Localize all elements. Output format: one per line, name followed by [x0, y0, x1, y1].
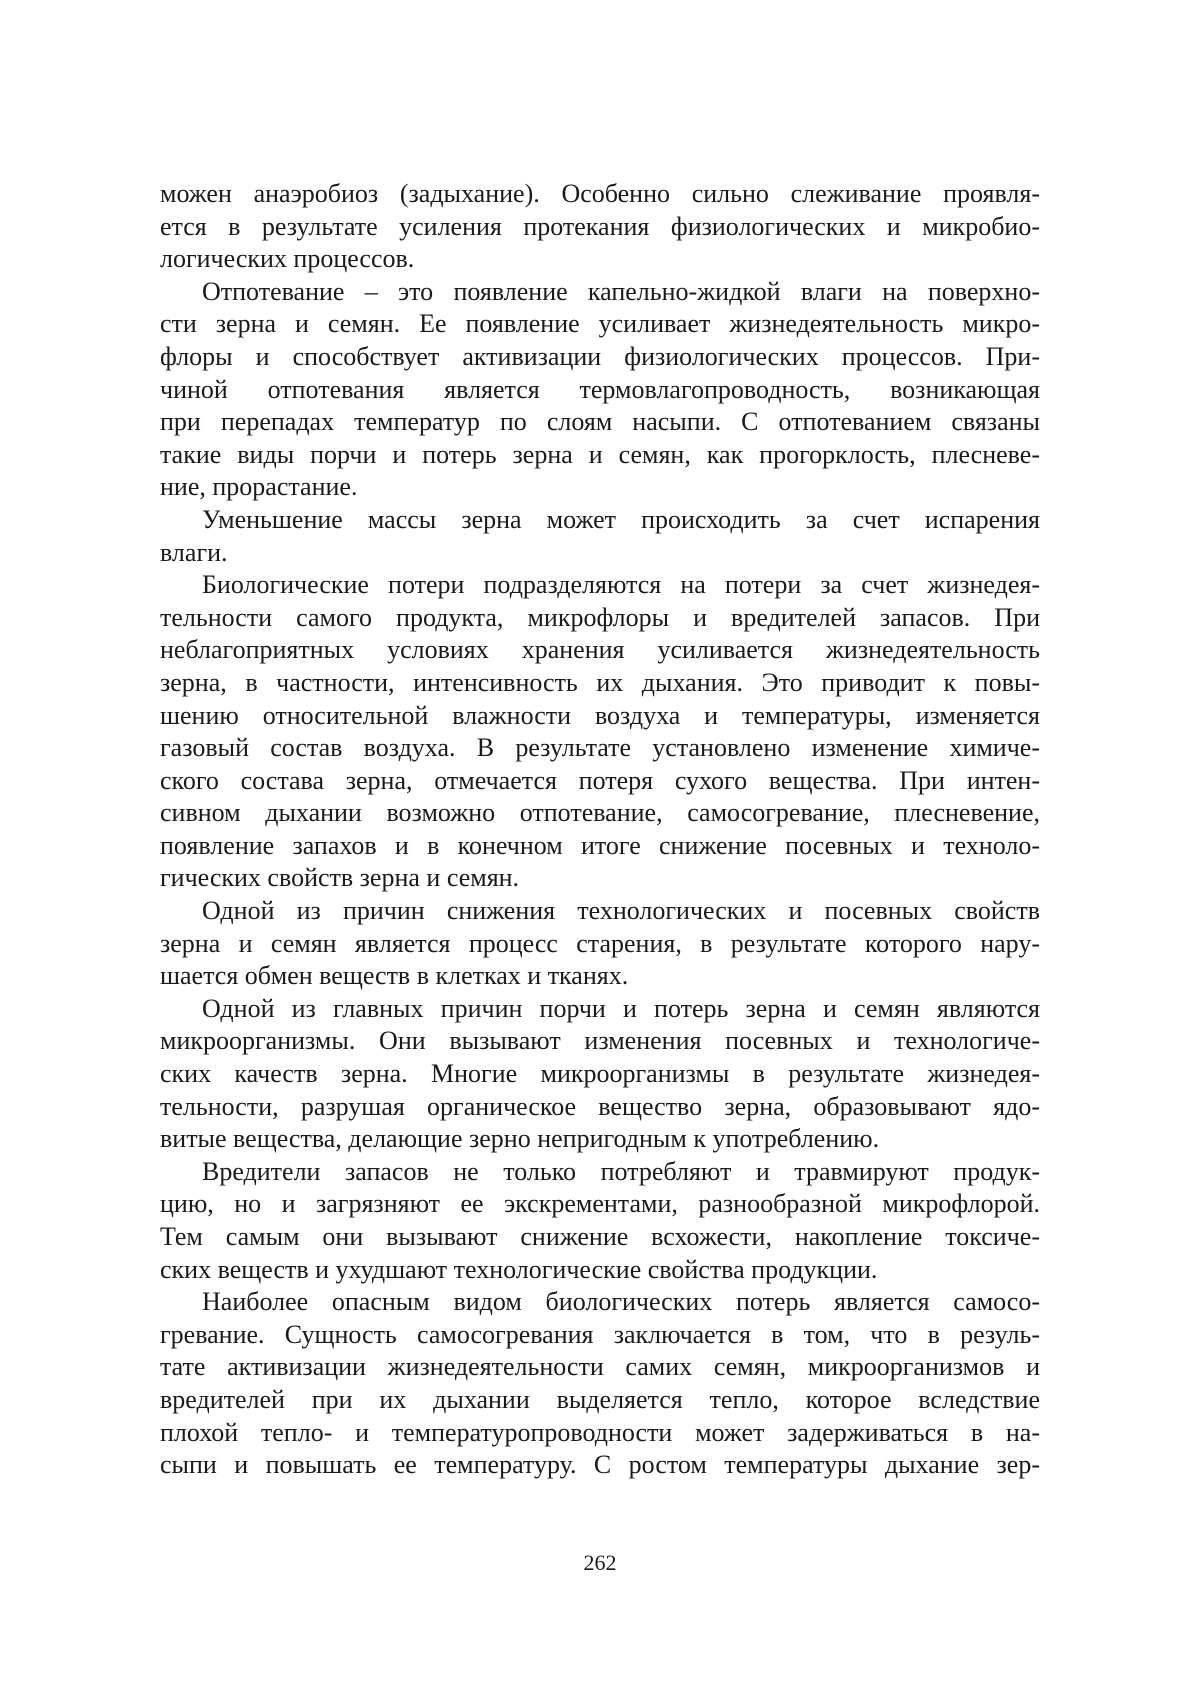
paragraph [160, 895, 1040, 993]
text-line: сивном дыхании возможно отпотевание, самосогревание, плесневение, [160, 798, 1040, 828]
text-line: Отпотевание – это появление капельно-жидкой влаги на поверхно- [202, 276, 1040, 306]
text-line: ского состава зерна, отмечается потеря сухого вещества. При интен- [160, 765, 1040, 795]
paragraph [160, 504, 1040, 569]
text-line: зерна и семян является процесс старения, в результате которого нару- [160, 928, 1040, 958]
text-line: Одной из причин снижения технологических и посевных свойств [202, 896, 1040, 926]
text-line: газовый состав воздуха. В результате установлено изменение химиче- [160, 733, 1040, 763]
text-line: тельности, разрушая органическое вещество зерна, образовывают ядо- [160, 1091, 1040, 1121]
text-line: зерна, в частности, интенсивность их дыхания. Это приводит к повы- [160, 667, 1040, 697]
text-line: сти зерна и семян. Ее появление усиливает жизнедеятельность микро- [160, 309, 1040, 339]
text-line: гревание. Сущность самосогревания заключается в том, что в резуль- [160, 1319, 1040, 1349]
text-line: влаги. [160, 537, 228, 567]
paragraph [160, 993, 1040, 1156]
text-line: ние, прорастание. [160, 472, 358, 502]
text-line: чиной отпотевания является термовлагопроводность, возникающая [160, 374, 1040, 404]
text-line: неблагоприятных условиях хранения усиливается жизнедеятельность [160, 635, 1040, 665]
text-line: логических процессов. [160, 244, 415, 274]
paragraph [160, 178, 1040, 276]
text-line: ских качеств зерна. Многие микроорганизмы в результате жизнедея- [160, 1059, 1040, 1089]
text-line: Вредители запасов не только потребляют и травмируют продук- [202, 1156, 1040, 1186]
text-line: появление запахов и в конечном итоге снижение посевных и техноло- [160, 830, 1040, 860]
text-line: такие виды порчи и потерь зерна и семян, как прогорклость, плесневе- [160, 439, 1040, 469]
text-line: Наиболее опасным видом биологических потерь является самосо- [202, 1287, 1040, 1317]
text-line: флоры и способствует активизации физиологических процессов. При- [160, 341, 1040, 371]
text-line: тате активизации жизнедеятельности самих семян, микроорганизмов и [160, 1352, 1040, 1382]
text-line: Биологические потери подразделяются на потери за счет жизнедея- [202, 570, 1040, 600]
text-line: витые вещества, делающие зерно непригодным к употреблению. [160, 1124, 880, 1154]
text-line: ских веществ и ухудшают технологические свойства продукции. [160, 1254, 878, 1284]
paragraph [160, 569, 1040, 895]
text-line: вредителей при их дыхании выделяется тепло, которое вследствие [160, 1384, 1040, 1414]
text-line: Тем самым они вызывают снижение всхожести, накопление токсиче- [160, 1222, 1040, 1251]
text-line: Одной из главных причин порчи и потерь зерна и семян являются [202, 993, 1040, 1023]
text-line: сыпи и повышать ее температуру. С ростом температуры дыхание зер- [160, 1450, 1040, 1480]
text-line: можен анаэробиоз (задыхание). Особенно сильно слеживание проявля- [160, 179, 1040, 208]
text-line: ется в результате усиления протекания физиологических и микробио- [160, 211, 1040, 241]
text-line: цию, но и загрязняют ее экскрементами, разнообразной микрофлорой. [160, 1189, 1040, 1219]
text-line: плохой тепло- и температуропроводности может задерживаться в на- [160, 1417, 1040, 1447]
text-line: микроорганизмы. Они вызывают изменения посевных и технологиче- [160, 1026, 1040, 1056]
text-line: тельности самого продукта, микрофлоры и вредителей запасов. При [160, 602, 1040, 632]
text-line: шается обмен веществ в клетках и тканях. [160, 961, 629, 991]
paragraph [160, 1156, 1040, 1286]
text-line: гических свойств зерна и семян. [160, 863, 520, 893]
page-number: 262 [583, 1550, 617, 1575]
text-line: Уменьшение массы зерна может происходить за счет испарения [202, 504, 1040, 534]
paragraph [160, 276, 1040, 504]
text-line: шению относительной влажности воздуха и температуры, изменяется [160, 700, 1040, 730]
paragraph [160, 1286, 1040, 1482]
body-text [160, 178, 1040, 1482]
text-line: при перепадах температур по слоям насыпи. С отпотеванием связаны [160, 407, 1040, 437]
